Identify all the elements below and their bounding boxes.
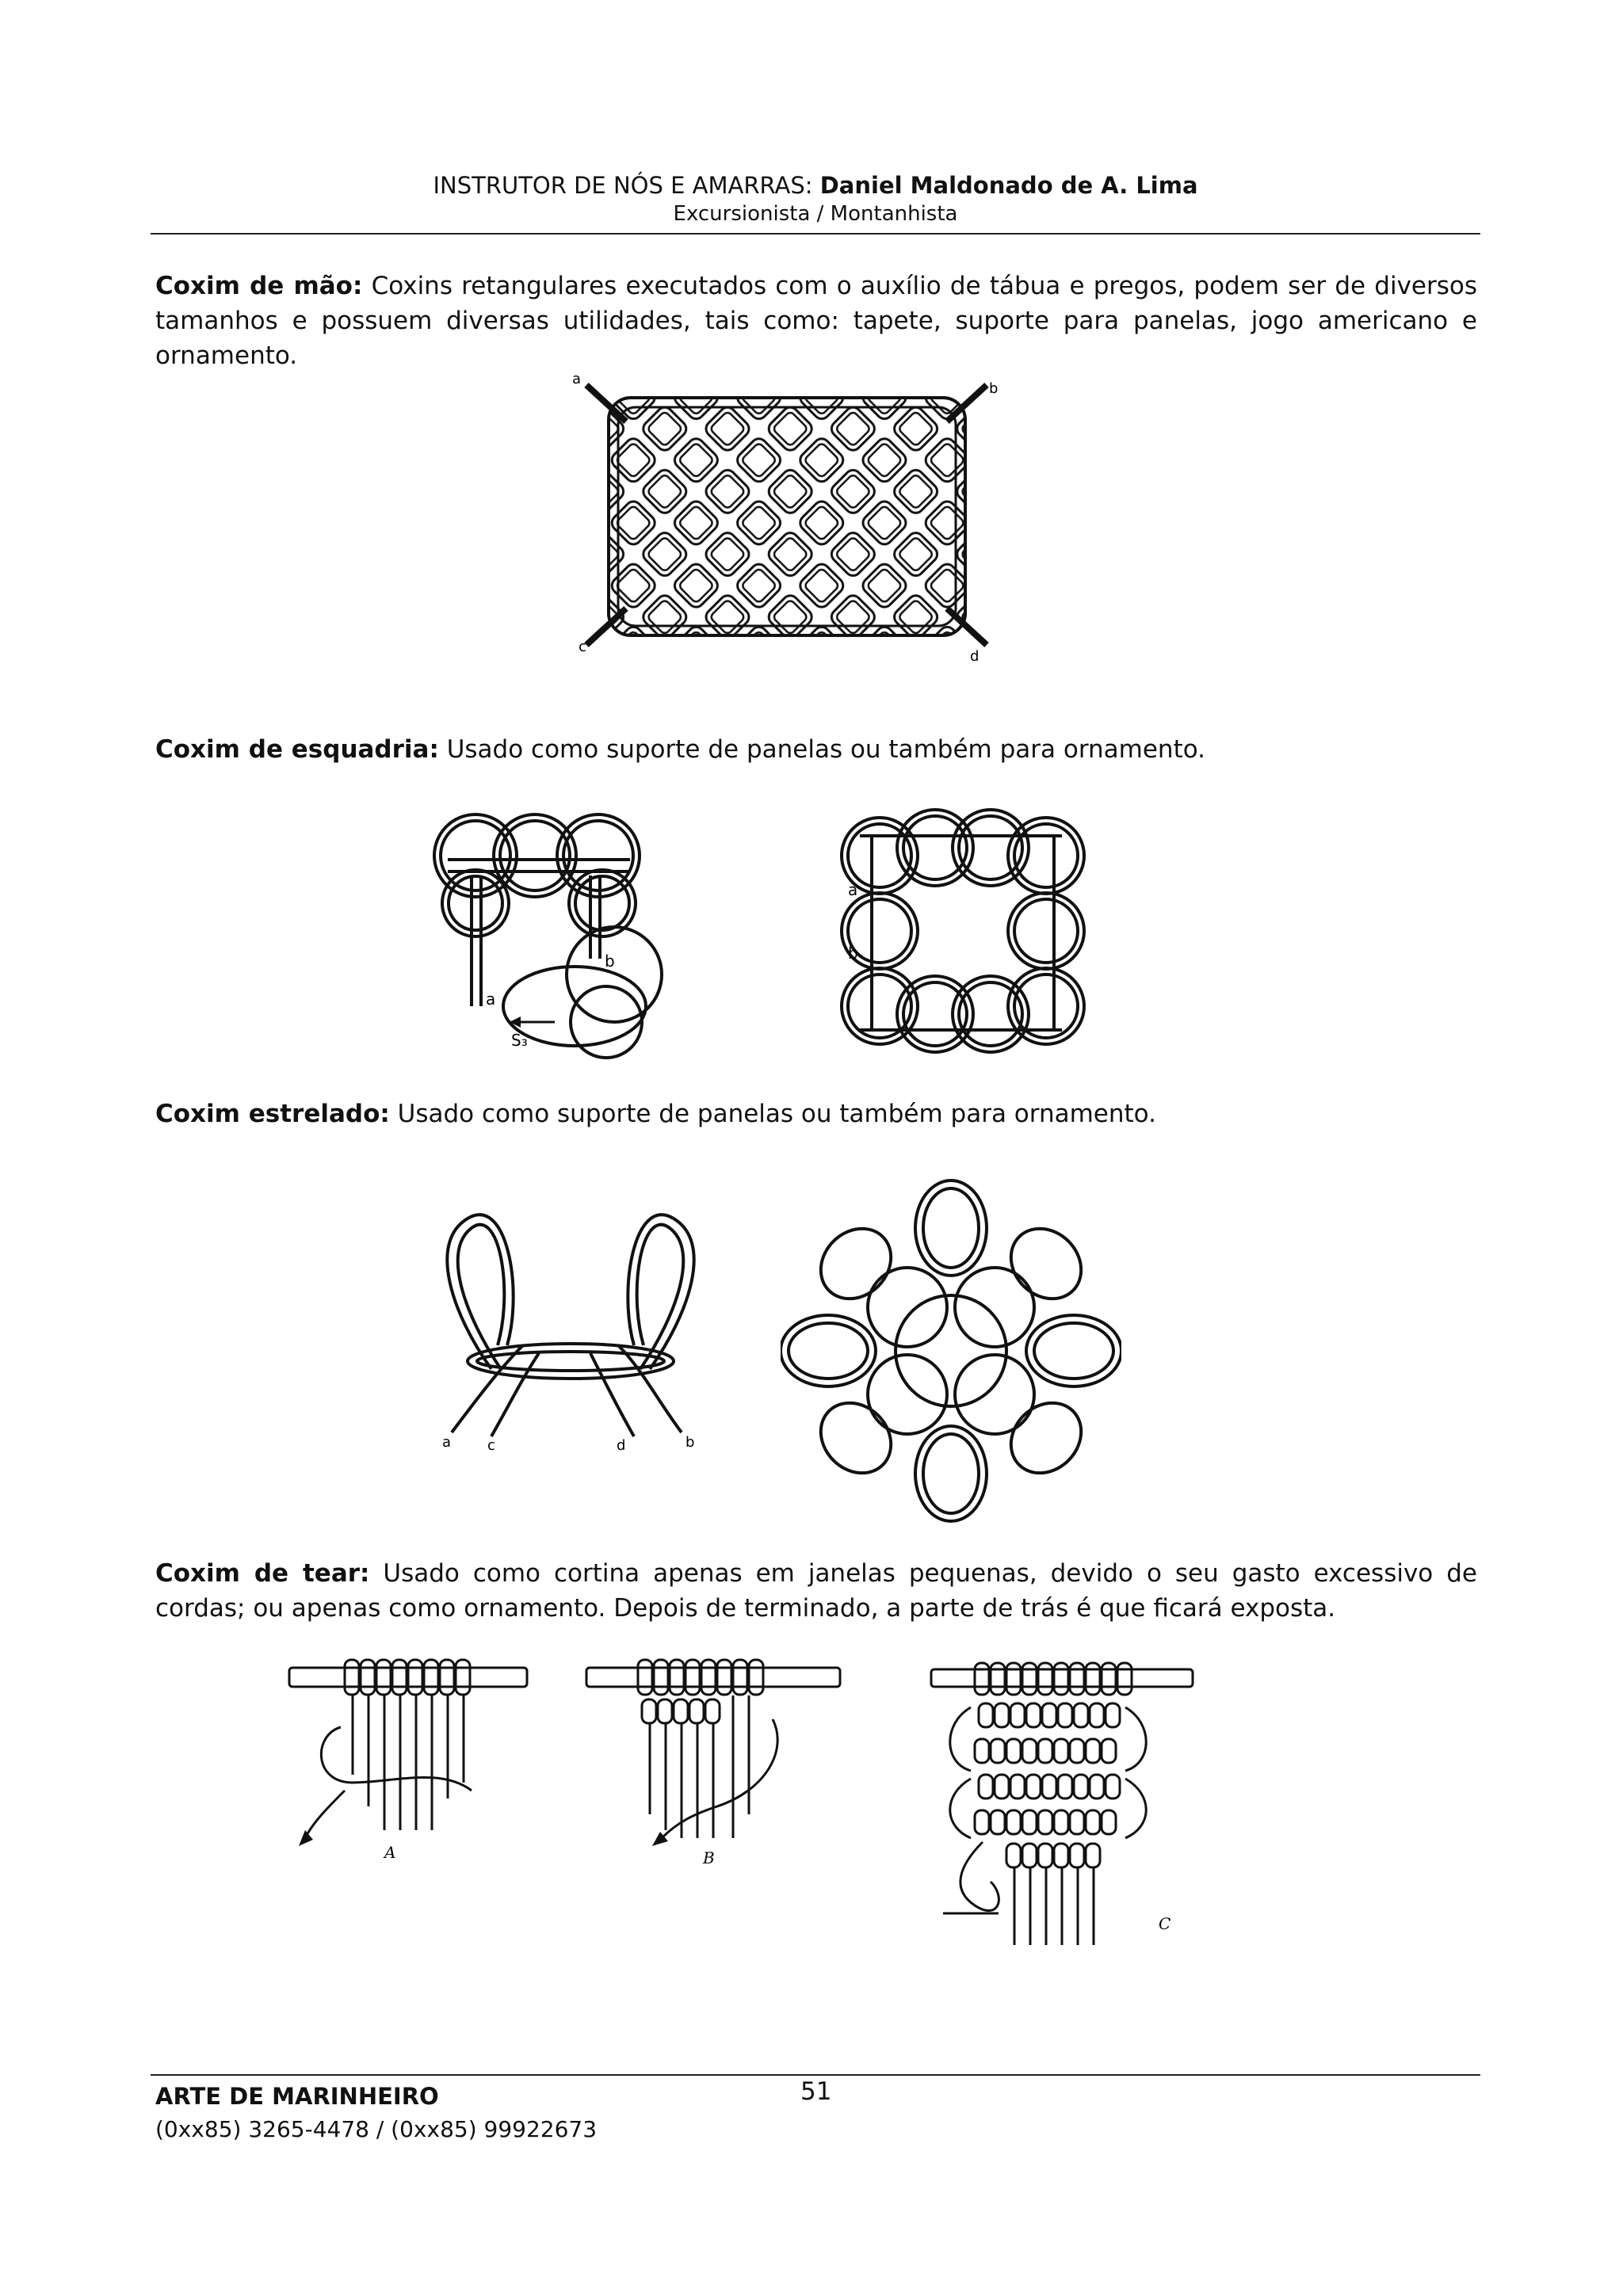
section-title: Coxim de mão:: [155, 272, 363, 300]
header-prefix: INSTRUTOR DE NÓS E AMARRAS:: [433, 172, 820, 199]
figure-label: S₃: [511, 1031, 528, 1050]
section-text: Usado como suporte de panelas ou também para ornamento.: [389, 1100, 1156, 1128]
figure-label: A: [384, 1843, 396, 1862]
figure-label: b: [848, 944, 858, 963]
page-header-subtitle: Excursionista / Montanhista: [673, 202, 958, 226]
footer-phone: (0xx85) 3265-4478 / (0xx85) 99922673: [155, 2116, 598, 2142]
section-coxim-estrelado: [155, 1097, 1477, 1131]
page-header-title: [151, 171, 1480, 200]
figure-label: a: [486, 990, 496, 1009]
figure-coxim-de-esquadria-step: [424, 800, 689, 1062]
footer-title: ARTE DE MARINHEIRO: [155, 2083, 439, 2110]
figure-coxim-estrelado-step: [420, 1195, 729, 1456]
figure-coxim-de-mao: [571, 366, 1002, 667]
section-coxim-de-tear: [155, 1556, 1477, 1626]
section-title: Coxim de esquadria:: [155, 735, 439, 764]
figure-label: c: [487, 1437, 495, 1454]
section-text: Usado como cortina apenas em janelas pequenas, devido o seu gasto excessivo de cordas; ou apenas como ornamento. Depois de terminado, a parte de trás é que ficará exposta.: [155, 1559, 1477, 1623]
figure-coxim-de-tear-c: [927, 1660, 1197, 1957]
figure-label: c: [579, 639, 586, 655]
figure-label: B: [703, 1848, 715, 1867]
section-text: Usado como suporte de panelas ou também para ornamento.: [438, 735, 1206, 764]
figure-label: b: [989, 380, 999, 397]
figure-label: a: [572, 371, 582, 387]
section-text: Coxins retangulares executados com o auxílio de tábua e pregos, podem ser de diversos tamanhos e possuem diversas utilidades, tais como: tapete, suporte para panelas, jogo americano e ornamento.: [155, 272, 1478, 370]
section-coxim-de-mao: [155, 269, 1477, 373]
figure-coxim-de-tear-a: [281, 1656, 531, 1870]
figure-label: a: [442, 1434, 452, 1451]
section-title: Coxim de tear:: [155, 1559, 370, 1588]
figure-coxim-estrelado-complete: [781, 1173, 1121, 1529]
figure-label: d: [970, 648, 980, 665]
figure-label: b: [605, 952, 615, 971]
section-title: Coxim estrelado:: [155, 1100, 390, 1128]
section-coxim-de-esquadria: [155, 732, 1477, 767]
figure-label: b: [685, 1434, 695, 1451]
header-author: Daniel Maldonado de A. Lima: [819, 172, 1198, 199]
figure-coxim-de-esquadria-complete: [824, 800, 1098, 1062]
footer-rule: [151, 2074, 1480, 2076]
figure-coxim-de-tear-b: [582, 1656, 852, 1878]
figure-label: C: [1159, 1914, 1171, 1933]
figure-label: a: [848, 880, 858, 899]
figure-label: d: [617, 1437, 626, 1454]
header-rule: [151, 233, 1480, 235]
page-number: 51: [800, 2077, 832, 2106]
